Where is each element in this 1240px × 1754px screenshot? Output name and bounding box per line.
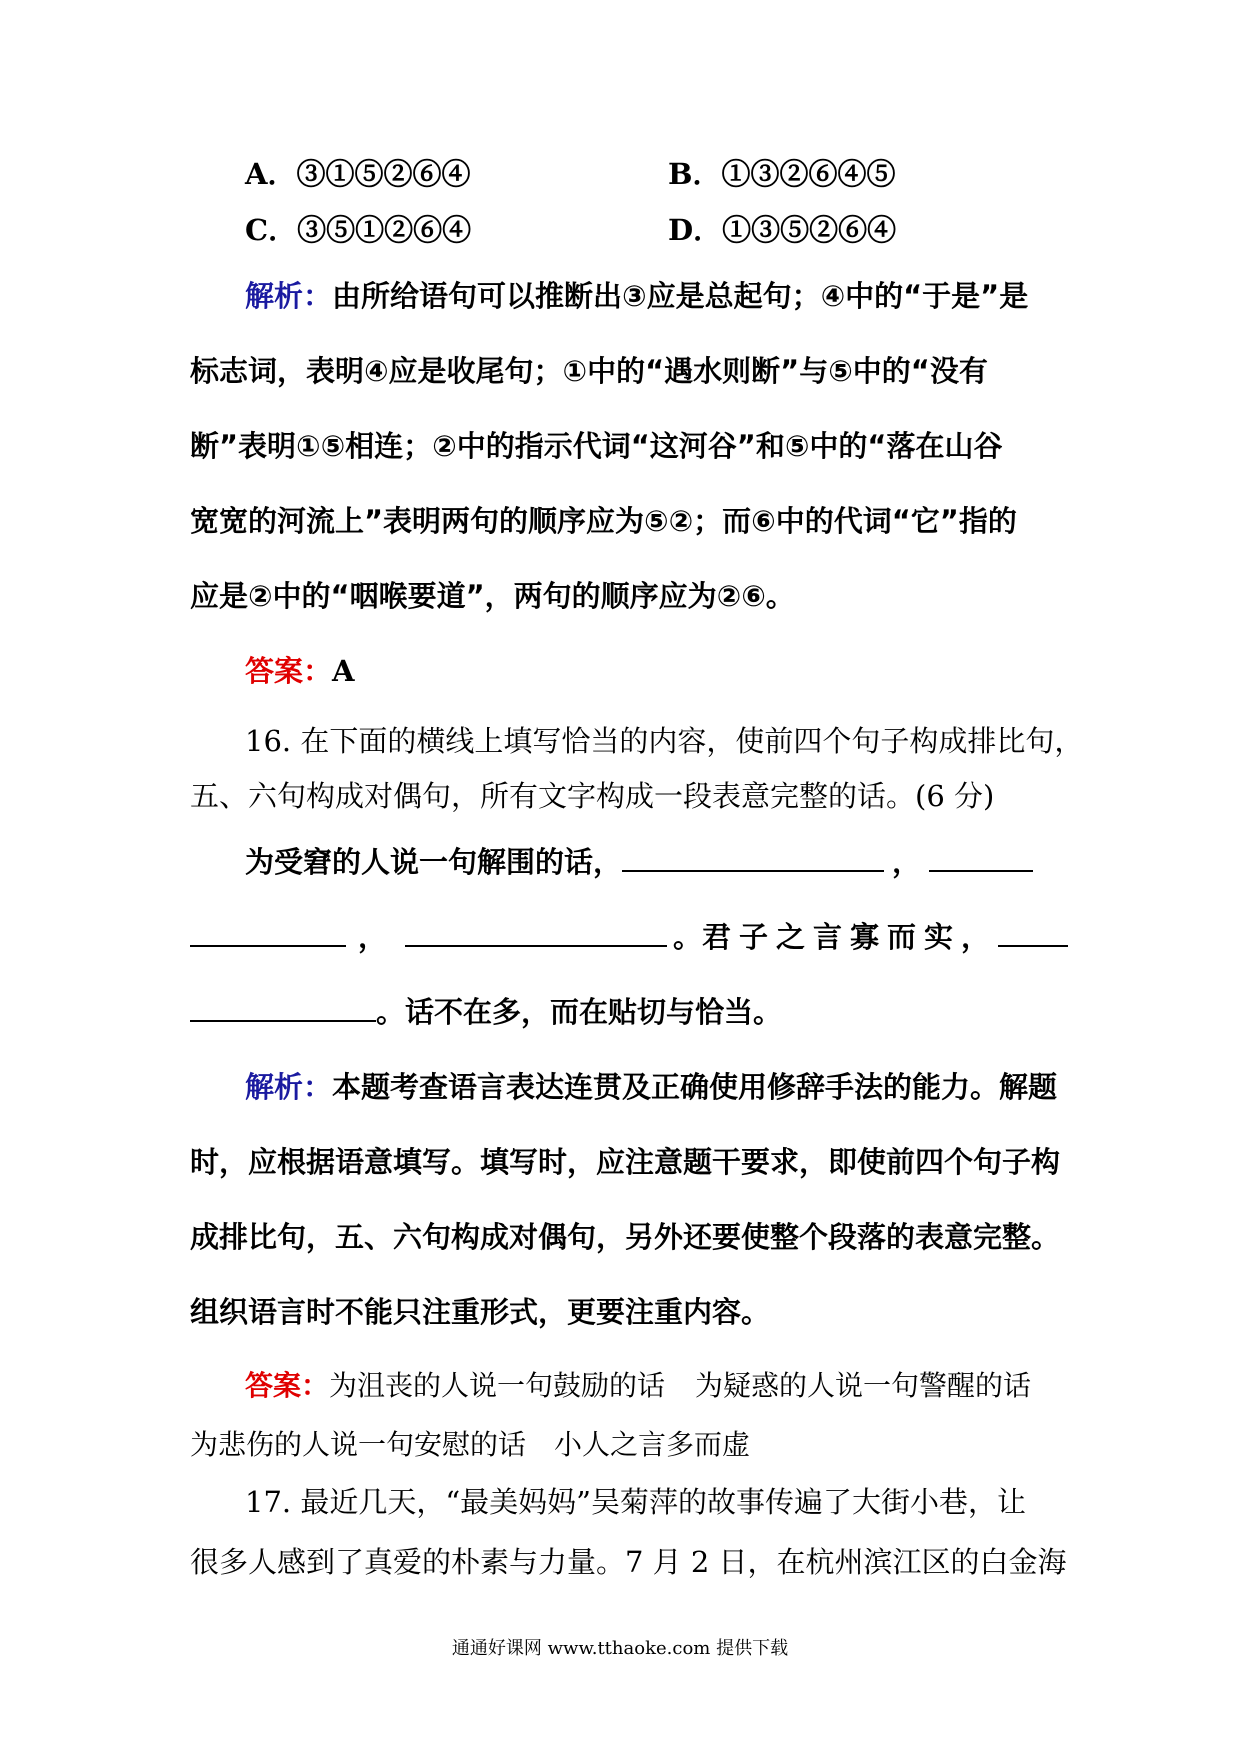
analysis1-line4: 宽宽的河流上”表明两句的顺序应为⑤②；而⑥中的代词“它”指的	[190, 504, 1017, 538]
page-footer: 通通好课网 www.tthaoke.com 提供下载	[451, 1638, 789, 1659]
answer-label: 答案：	[245, 654, 333, 688]
option-c: C．③⑤①②⑥④	[245, 213, 472, 247]
analysis1-line1: 解析：由所给语句可以推断出③应是总起句；④中的“于是”是	[245, 279, 1029, 313]
analysis1-line3: 断”表明①⑤相连；②中的指示代词“这河谷”和⑤中的“落在山谷	[190, 429, 1003, 463]
option-a: A．③①⑤②⑥④	[245, 157, 471, 191]
blank-4-end[interactable]	[190, 992, 376, 1022]
option-d: D．①③⑤②⑥④	[668, 213, 897, 247]
answer2-line1: 答案：为沮丧的人说一句鼓励的话 为疑惑的人说一句警醒的话	[245, 1369, 1032, 1402]
q16-line2: 五、六句构成对偶句，所有文字构成一段表意完整的话。(6 分)	[190, 779, 995, 813]
answer-label: 答案：	[245, 1369, 330, 1402]
q17-line1: 17. 最近几天，“最美妈妈”吴菊萍的故事传遍了大街小巷，让	[245, 1485, 1026, 1519]
q16-fill-line3: 。话不在多，而在贴切与恰当。	[190, 990, 1060, 1031]
blank-3[interactable]	[405, 917, 667, 947]
option-b: B．①③②⑥④⑤	[668, 157, 896, 191]
analysis-label: 解析：	[245, 279, 333, 313]
blank-1[interactable]	[622, 842, 884, 872]
q16-fill-line1: 为受窘的人说一句解围的话， ，	[245, 840, 1115, 881]
answer-value: A	[332, 654, 355, 688]
analysis2-line3: 成排比句，五、六句构成对偶句，另外还要使整个段落的表意完整。	[190, 1220, 1061, 1254]
q17-line2: 很多人感到了真爱的朴素与力量。7 月 2 日，在杭州滨江区的白金海	[190, 1545, 1067, 1579]
answer2-line2: 为悲伤的人说一句安慰的话 小人之言多而虚	[190, 1428, 751, 1461]
analysis2-line1: 解析：本题考查语言表达连贯及正确使用修辞手法的能力。解题	[245, 1070, 1058, 1104]
analysis1-line2: 标志词，表明④应是收尾句；①中的“遇水则断”与⑤中的“没有	[190, 354, 988, 388]
blank-2-end[interactable]	[190, 917, 346, 947]
analysis2-line2: 时，应根据语意填写。填写时，应注意题干要求，即使前四个句子构	[190, 1145, 1061, 1179]
analysis1-line5: 应是②中的“咽喉要道”，两句的顺序应为②⑥。	[190, 579, 795, 613]
blank-2-start[interactable]	[929, 842, 1033, 872]
analysis-label: 解析：	[245, 1070, 333, 1104]
analysis2-line4: 组织语言时不能只注重形式，更要注重内容。	[190, 1295, 771, 1329]
q16-line1: 16. 在下面的横线上填写恰当的内容，使前四个句子构成排比句，	[245, 724, 1084, 758]
blank-4-start[interactable]	[998, 917, 1068, 947]
answer1	[245, 649, 1115, 690]
q16-fill-line2: ， 。君子之言寡而实，	[190, 915, 1060, 956]
